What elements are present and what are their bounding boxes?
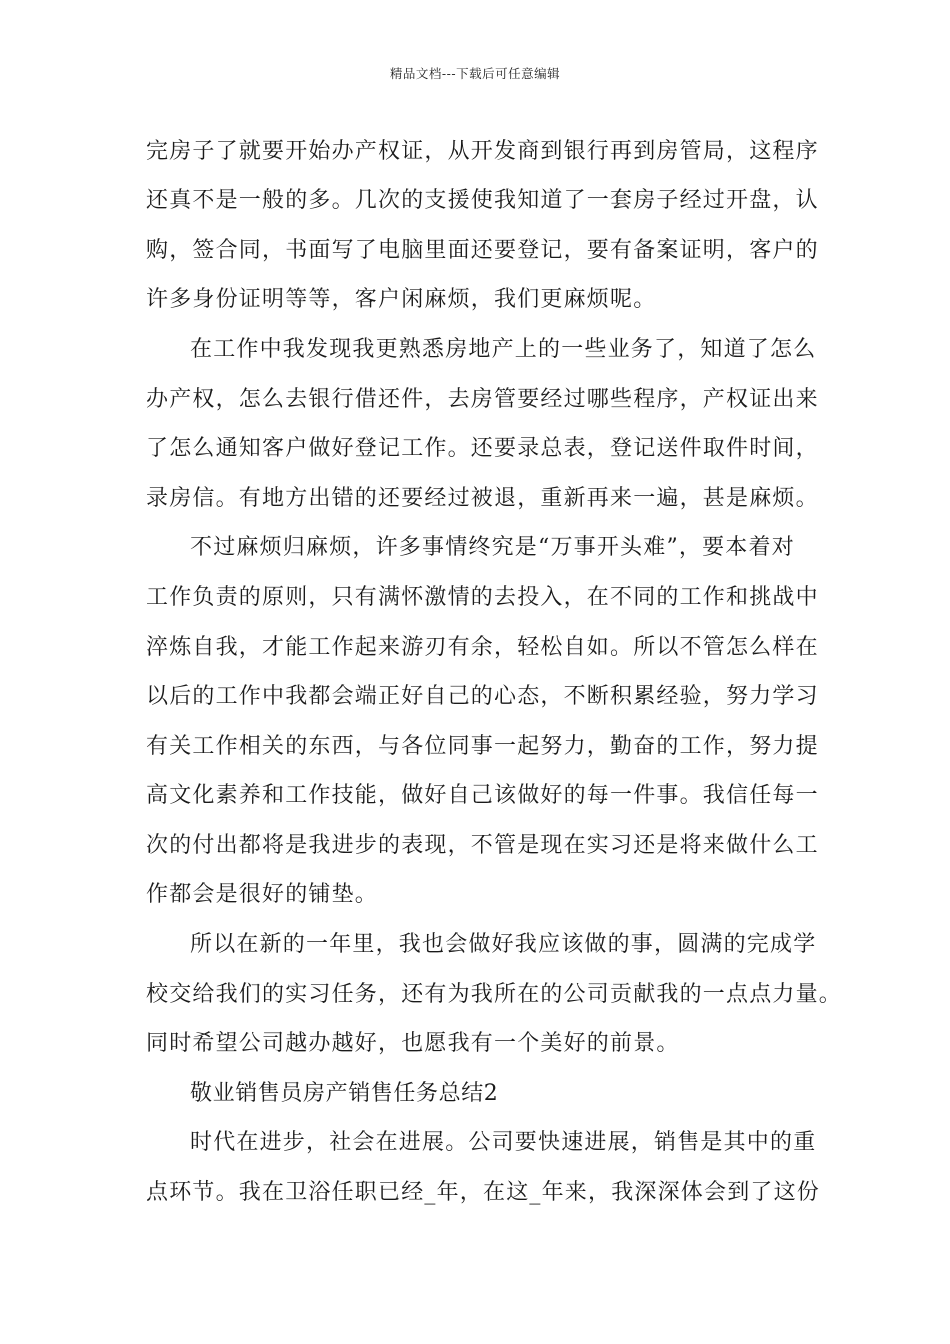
body-line: 淬炼自我，才能工作起来游刃有余，轻松自如。所以不管怎么样在 <box>146 635 819 660</box>
section-heading: 敬业销售员房产销售任务总结2 <box>190 1081 499 1106</box>
body-line: 还真不是一般的多。几次的支援使我知道了一套房子经过开盘，认 <box>146 188 819 213</box>
body-line: 不过麻烦归麻烦，许多事情终究是“万事开头难”，要本着对 <box>190 535 795 560</box>
body-line: 作都会是很好的铺垫。 <box>146 882 379 907</box>
body-line: 许多身份证明等等，客户闲麻烦，我们更麻烦呢。 <box>146 287 657 312</box>
body-line: 点环节。我在卫浴任职已经_年，在这_年来，我深深体会到了这份 <box>146 1180 821 1205</box>
body-line: 所以在新的一年里，我也会做好我应该做的事，圆满的完成学 <box>190 932 817 957</box>
body-line: 次的付出都将是我进步的表现，不管是现在实习还是将来做什么工 <box>146 833 819 858</box>
body-line: 以后的工作中我都会端正好自己的心态，不断积累经验，努力学习 <box>146 684 819 709</box>
body-line: 时代在进步，社会在进展。公司要快速进展，销售是其中的重 <box>190 1130 817 1155</box>
body-line: 高文化素养和工作技能，做好自己该做好的每一件事。我信任每一 <box>146 783 819 808</box>
body-line: 校交给我们的实习任务，还有为我所在的公司贡献我的一点点力量。 <box>146 982 843 1007</box>
body-line: 有关工作相关的东西，与各位同事一起努力，勤奋的工作，努力提 <box>146 734 819 759</box>
page-header: 精品文档---下载后可任意编辑 <box>389 66 561 81</box>
body-line: 完房子了就要开始办产权证，从开发商到银行再到房管局，这程序 <box>146 139 819 164</box>
body-line: 了怎么通知客户做好登记工作。还要录总表，登记送件取件时间， <box>146 436 819 461</box>
body-line: 办产权，怎么去银行借还件，去房管要经过哪些程序，产权证出来 <box>146 387 819 412</box>
body-line: 工作负责的原则，只有满怀激情的去投入，在不同的工作和挑战中 <box>146 585 819 610</box>
body-line: 同时希望公司越办越好，也愿我有一个美好的前景。 <box>146 1031 680 1056</box>
body-line: 录房信。有地方出错的还要经过被退，重新再来一遍，甚是麻烦。 <box>146 486 819 511</box>
body-line: 购，签合同，书面写了电脑里面还要登记，要有备案证明，客户的 <box>146 238 819 263</box>
body-line: 在工作中我发现我更熟悉房地产上的一些业务了，知道了怎么 <box>190 337 817 362</box>
